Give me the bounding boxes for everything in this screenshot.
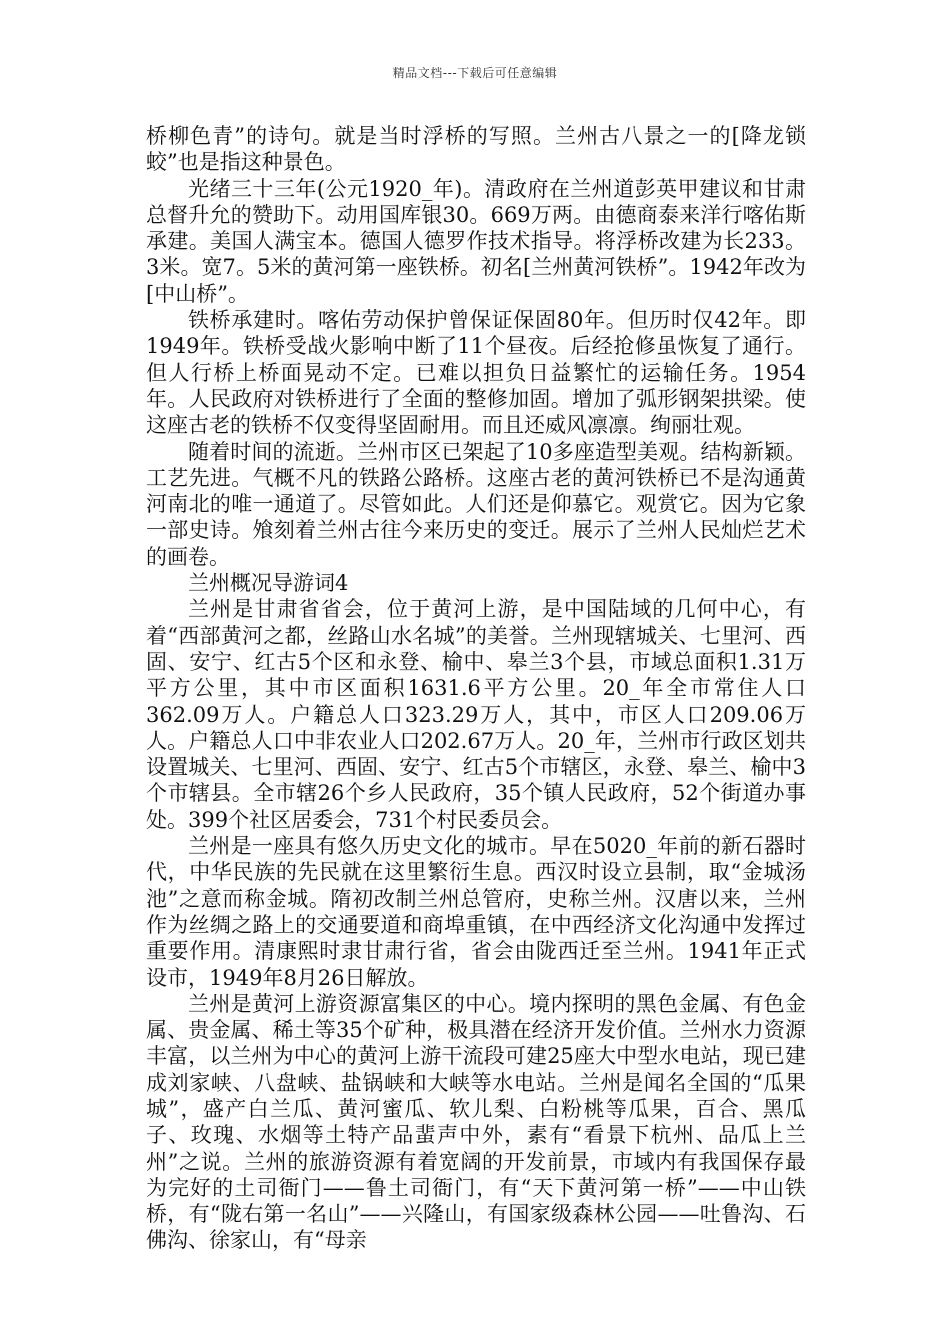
document-body — [146, 123, 806, 1254]
paragraph-resources: 兰州是黄河上游资源富集区的中心。境内探明的黑色金属、有色金属、贵金属、稀土等35个矿种，极具潜在经济开发价值。兰州水力资源丰富，以兰州为中心的黄河上游干流段可建25座大中型水电站，现已建成刘家峡、八盘峡、盐锅峡和大峡等水电站。兰州是闻名全国的“瓜果城”，盛产白兰瓜、黄河蜜瓜、软儿梨、白粉桃等瓜果，百合、黑瓜子、玫瑰、水烟等土特产品蜚声中外，素有“看景下杭州、品瓜上兰州”之说。兰州的旅游资源有着宽阔的开发前景，市域内有我国保存最为完好的土司衙门——鲁土司衙门，有“天下黄河第一桥”——中山铁桥，有“陇右第一名山”——兴隆山，有国家级森林公园——吐鲁沟、石佛沟、徐家山，有“母亲 — [146, 991, 806, 1253]
paragraph-time-passing: 随着时间的流逝。兰州市区已架起了10多座造型美观。结构新颖。工艺先进。气概不凡的铁路公路桥。这座古老的黄河铁桥已不是沟通黄河南北的唯一通道了。尽管如此。人们还是仰慕它。观赏它。因为它象一部史诗。飧刻着兰州古往今来历史的变迁。展示了兰州人民灿烂艺术的画卷。 — [146, 439, 806, 569]
page-header: 精品文档---下载后可任意编辑 — [392, 66, 558, 80]
paragraph-history: 兰州是一座具有悠久历史文化的城市。早在5020_年前的新石器时代，中华民族的先民就在这里繁衍生息。西汉时设立县制，取“金城汤池”之意而称金城。隋初改制兰州总管府，史称兰州。汉唐以来，兰州作为丝绸之路上的交通要道和商埠重镇，在中西经济文化沟通中发挥过重要作用。清康熙时隶甘肃行省，省会由陇西迁至兰州。1941年正式设市，1949年8月26日解放。 — [146, 834, 806, 990]
paragraph-guangxu: 光绪三十三年(公元1920_年)。清政府在兰州道彭英甲建议和甘肃总督升允的赞助下。动用国库银30。669万两。由德商泰来洋行喀佑斯承建。美国人满宝本。德国人德罗作技术指导。将浮桥改建为长233。3米。宽7。5米的黄河第一座铁桥。初名[兰州黄河铁桥”。1942年改为[中山桥”。 — [146, 176, 806, 306]
paragraph-continuation: 桥柳色青”的诗句。就是当时浮桥的写照。兰州古八景之一的[降龙锁蛟”也是指这种景色。 — [146, 124, 806, 175]
paragraph-overview: 兰州是甘肃省省会，位于黄河上游，是中国陆域的几何中心，有着“西部黄河之都，丝路山水名城”的美誉。兰州现辖城关、七里河、西固、安宁、红古5个区和永登、榆中、皋兰3个县，市域总面积1.31万平方公里，其中市区面积1631.6平方公里。20_年全市常住人口362.09万人。户籍总人口323.29万人，其中，市区人口209.06万人。户籍总人口中非农业人口202.67万人。20_年，兰州市行政区划共设置城关、七里河、西固、安宁、红古5个市辖区，永登、皋兰、榆中3个市辖县。全市辖26个乡人民政府，35个镇人民政府，52个街道办事处。399个社区居委会，731个村民委员会。 — [146, 597, 806, 832]
paragraph-bridge-construction: 铁桥承建时。喀佑劳动保护曾保证保固80年。但历时仅42年。即1949年。铁桥受战火影响中断了11个昼夜。后经抢修虽恢复了通行。但人行桥上桥面晃动不定。已难以担负日益繁忙的运输任务。1954年。人民政府对铁桥进行了全面的整修加固。增加了弧形钢架拱梁。使这座古老的铁桥不仅变得坚固耐用。而且还威风凛凛。绚丽壮观。 — [146, 308, 806, 438]
section-heading: 兰州概况导游词4 — [188, 571, 349, 596]
